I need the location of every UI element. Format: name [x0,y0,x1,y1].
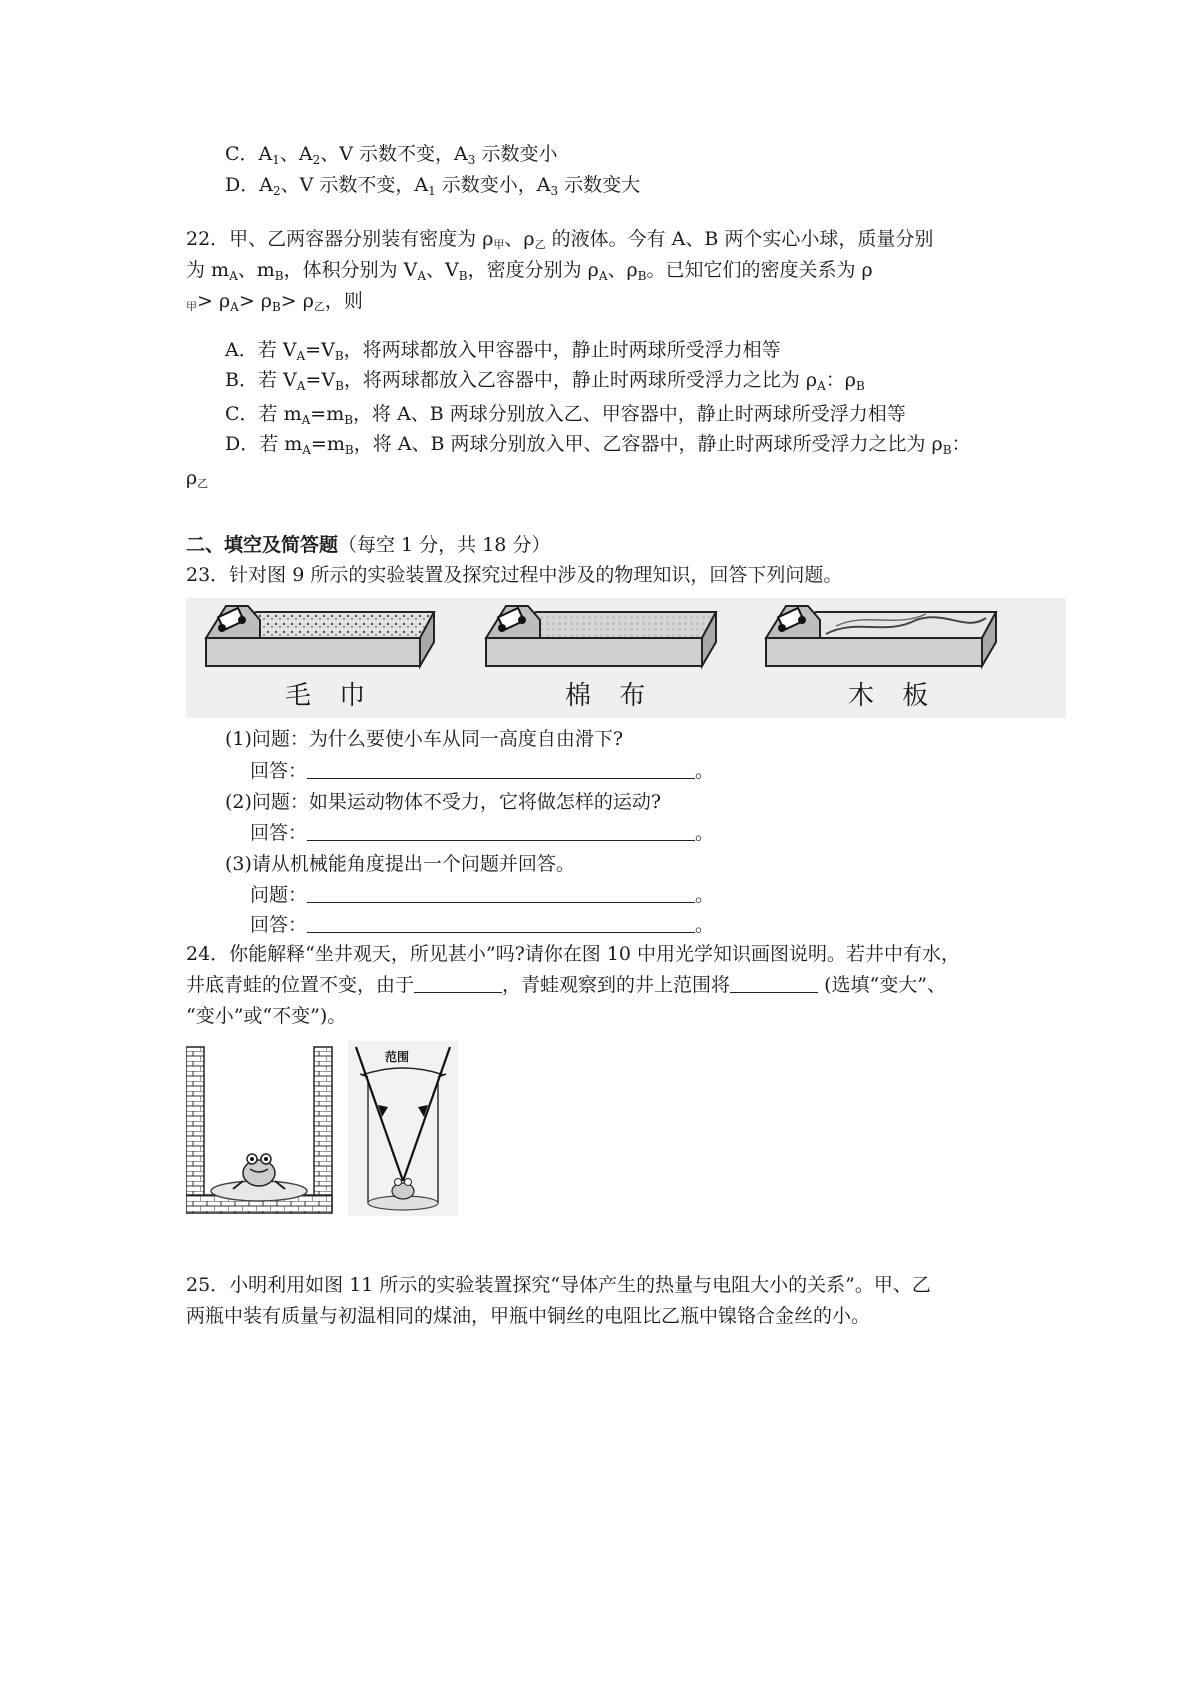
range-label: 范围 [385,1050,410,1064]
q23-part1-answer: 回答： 。 [250,760,715,782]
q21-option-d: D．$A_2$、V 示数不变，$A_1$ 示数变小，$A_3$ 示数变大 [225,174,641,198]
section-heading: 二、填空及简答题（每空 1 分，共 18 分） [186,534,551,556]
q25-stem-line1: 25．小明利用如图 11 所示的实验装置探究“导体产生的热量与电阻大小的关系”。甲、乙 [186,1274,931,1296]
answer-blank[interactable] [307,822,695,841]
q23-part3-question: 问题： 。 [250,884,715,906]
figure-10-range-diagram [348,1041,458,1216]
q23-part3-prompt: (3)请从机械能角度提出一个问题并回答。 [225,853,575,875]
q23-part2-question: (2)问题：如果运动物体不受力，它将做怎样的运动? [225,791,662,813]
q23-part2-answer: 回答： 。 [250,822,715,844]
q23-stem: 23．针对图 9 所示的实验装置及探究过程中涉及的物理知识，回答下列问题。 [186,564,843,586]
ramp-label-cloth: 棉 布 [565,681,656,711]
q22-option-a: A．若 $V_A=V_B$，将两球都放入甲容器中，静止时两球所受浮力相等 [225,339,781,363]
q22-option-b: B．若 $V_A=V_B$，将两球都放入乙容器中，静止时两球所受浮力之比为 $\rho_A$：$\rho_B$ [225,369,865,393]
answer-blank[interactable] [730,974,818,993]
q21-option-c: C．$A_1$、$A_2$、V 示数不变，$A_3$ 示数变小 [225,143,558,167]
q24-stem-line2: 井底青蛙的位置不变，由于 ，青蛙观察到的井上范围将 (选填“变大”、 [186,974,946,996]
q22-option-c: C．若 $m_A=m_B$，将 A、B 两球分别放入乙、甲容器中，静止时两球所受浮力相等 [225,403,906,427]
q22-option-d: D．若 $m_A=m_B$，将 A、B 两球分别放入甲、乙容器中，静止时两球所受浮力之比为 $\rho_B$： [225,433,971,457]
ramp-label-wood: 木 板 [848,681,939,711]
q23-part3-answer: 回答： 。 [250,914,715,936]
answer-blank[interactable] [414,974,502,993]
figure-10-well [186,1041,336,1216]
answer-blank[interactable] [307,914,695,933]
q24-stem-line1: 24．你能解释“坐井观天，所见甚小”吗?请你在图 10 中用光学知识画图说明。若井中有水， [186,943,961,965]
frog-icon [233,1154,285,1189]
q22-stem-line2: 为 $m_A$、$m_B$，体积分别为 $V_A$、$V_B$，密度分别为 $\rho_A$、$\rho_B$。已知它们的密度关系为 ρ [186,259,873,283]
q25-stem-line2: 两瓶中装有质量与初温相同的煤油，甲瓶中铜丝的电阻比乙瓶中镍铬合金丝的小。 [186,1305,871,1327]
q24-stem-line3: “变小”或“不变”)。 [186,1005,347,1027]
q22-option-d-wrap: ρ乙 [186,467,209,490]
ramp-towel [206,606,434,666]
q22-stem-line3: 甲> $\rho_A> \rho_B> \rho$乙，则 [186,290,363,314]
q23-part1-question: (1)问题：为什么要使小车从同一高度自由滑下? [225,728,624,750]
q22-stem-line1: 22．甲、乙两容器分别装有密度为 ρ甲、ρ乙 的液体。今有 A、B 两个实心小球，质量分别 [186,228,934,251]
answer-blank[interactable] [307,760,695,779]
ramp-cloth [486,606,716,666]
ramp-label-towel: 毛 巾 [285,681,376,711]
ramp-wood [766,606,996,666]
answer-blank[interactable] [307,884,695,903]
